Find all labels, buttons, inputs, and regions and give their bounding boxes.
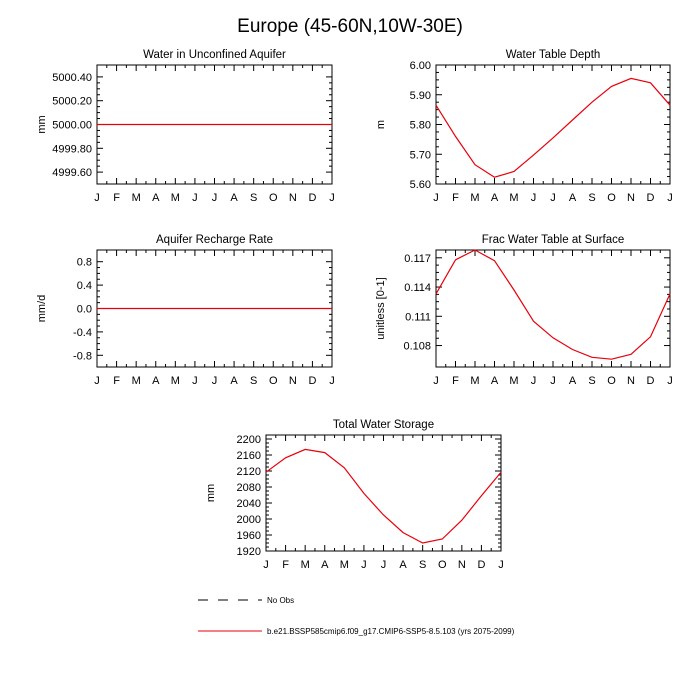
y-tick-label: 2160 (236, 450, 261, 462)
x-tick-label: N (627, 192, 635, 204)
x-tick-label: A (490, 192, 499, 204)
x-tick-label: J (211, 192, 218, 204)
x-tick-label: N (627, 375, 635, 387)
x-tick-label: F (282, 559, 289, 571)
x-tick-label: M (170, 192, 180, 204)
y-tick-label: 0.0 (76, 303, 92, 316)
legend (198, 596, 515, 636)
x-tick-label: J (433, 375, 439, 387)
x-tick-label: J (530, 192, 537, 204)
x-tick-label: N (457, 559, 466, 571)
x-tick-label: N (288, 192, 297, 204)
x-tick-label: M (131, 192, 141, 204)
x-tick-label: M (339, 559, 349, 571)
legend-obs-label: No Obs (267, 596, 295, 605)
y-tick-label: 0.117 (404, 252, 431, 265)
x-tick-label: J (361, 559, 367, 571)
x-tick-label: M (300, 559, 310, 571)
x-tick-label: O (607, 192, 616, 204)
x-tick-label: J (94, 375, 100, 387)
x-tick-label: S (588, 375, 596, 387)
x-tick-label: O (437, 559, 447, 571)
x-tick-label: D (477, 559, 486, 571)
y-tick-label: 1960 (236, 530, 261, 542)
x-tick-label: J (550, 192, 556, 204)
x-tick-label: M (170, 375, 180, 387)
x-tick-label: J (550, 375, 556, 387)
x-tick-label: M (470, 192, 480, 204)
x-tick-label: F (452, 192, 459, 204)
y-tick-label: 2200 (236, 434, 261, 446)
x-tick-label: A (568, 375, 577, 387)
x-tick-label: D (646, 375, 655, 387)
x-tick-label: O (268, 192, 278, 204)
y-tick-label: 4999.80 (52, 143, 92, 156)
series-line (266, 449, 501, 543)
y-tick-label: 5.80 (409, 119, 431, 132)
x-tick-label: M (131, 375, 141, 387)
x-tick-label: A (230, 192, 238, 204)
y-tick-label: -0.4 (73, 326, 92, 339)
y-tick-label: 5000.40 (52, 71, 92, 84)
legend-model-label: b.e21.BSSP585cmip6.f09_g17.CMIP6-SSP5-8.5.103 (yrs 2075-2099) (267, 627, 515, 636)
x-tick-label: A (568, 192, 577, 204)
x-tick-label: F (452, 375, 459, 387)
y-tick-label: 5.60 (409, 179, 431, 191)
x-tick-label: O (607, 375, 616, 387)
x-tick-label: J (329, 375, 335, 387)
x-tick-label: J (329, 192, 335, 204)
x-tick-label: J (380, 559, 387, 571)
x-tick-label: A (152, 192, 160, 204)
panel-title: Water in Unconfined Aquifer (143, 49, 286, 61)
x-tick-label: A (230, 375, 238, 387)
plot-frame (436, 65, 670, 184)
x-tick-label: S (249, 192, 258, 204)
panel-title: Aquifer Recharge Rate (156, 234, 273, 246)
y-axis-label: mm (205, 483, 217, 503)
panel-5 (205, 419, 504, 571)
x-tick-label: J (192, 375, 198, 387)
x-tick-label: J (498, 559, 504, 571)
y-tick-label: 0.8 (76, 256, 92, 269)
panel-1 (36, 49, 335, 204)
x-tick-label: N (288, 375, 297, 387)
figure-title: Europe (45-60N,10W-30E) (237, 16, 463, 37)
x-tick-label: S (418, 559, 427, 571)
x-tick-label: M (509, 375, 519, 387)
x-tick-label: F (113, 192, 120, 204)
y-axis-label: m (375, 119, 387, 130)
x-tick-label: J (192, 192, 198, 204)
x-tick-label: M (470, 375, 480, 387)
y-tick-label: 6.00 (409, 60, 431, 72)
x-tick-label: S (249, 375, 258, 387)
y-tick-label: 5.70 (409, 149, 431, 162)
x-tick-label: S (588, 192, 596, 204)
y-axis-label: mm (36, 115, 48, 134)
x-tick-label: D (646, 192, 655, 204)
y-tick-label: 2000 (236, 514, 261, 526)
y-axis-label: mm/d (36, 294, 48, 323)
x-tick-label: D (308, 192, 317, 204)
x-tick-label: J (667, 375, 673, 387)
y-tick-label: 2120 (236, 466, 261, 478)
x-tick-label: A (399, 559, 407, 571)
series-line (436, 78, 670, 177)
panel-title: Frac Water Table at Surface (481, 234, 625, 246)
x-tick-label: A (321, 559, 329, 571)
plot-frame (436, 250, 670, 367)
panel-3 (36, 234, 335, 387)
x-tick-label: D (308, 375, 317, 387)
x-tick-label: F (113, 375, 120, 387)
y-tick-label: 0.111 (405, 311, 431, 324)
x-tick-label: J (263, 559, 269, 571)
x-tick-label: O (268, 375, 278, 387)
y-axis-label: unitless [0-1] (375, 277, 387, 340)
panel-2 (375, 49, 673, 204)
x-tick-label: J (211, 375, 218, 387)
y-tick-label: 2040 (236, 498, 261, 510)
x-tick-label: J (433, 192, 439, 204)
x-tick-label: J (530, 375, 537, 387)
x-tick-label: M (509, 192, 519, 204)
x-tick-label: J (667, 192, 673, 204)
y-tick-label: -0.8 (73, 350, 92, 363)
y-tick-label: 5.90 (409, 89, 431, 102)
y-tick-label: 0.4 (76, 280, 92, 293)
panel-4 (375, 234, 673, 387)
panel-title: Water Table Depth (505, 49, 601, 61)
y-tick-label: 1920 (236, 546, 261, 558)
y-tick-label: 4999.60 (52, 167, 92, 180)
y-tick-label: 0.114 (404, 282, 431, 295)
panel-title: Total Water Storage (332, 419, 435, 431)
y-tick-label: 5000.00 (52, 119, 92, 132)
x-tick-label: A (152, 375, 160, 387)
x-tick-label: J (94, 192, 100, 204)
series-line (436, 250, 670, 359)
plot-frame (266, 435, 501, 551)
y-tick-label: 0.108 (403, 340, 431, 353)
x-tick-label: A (490, 375, 499, 387)
y-tick-label: 2080 (236, 482, 261, 494)
y-tick-label: 5000.20 (52, 95, 92, 108)
